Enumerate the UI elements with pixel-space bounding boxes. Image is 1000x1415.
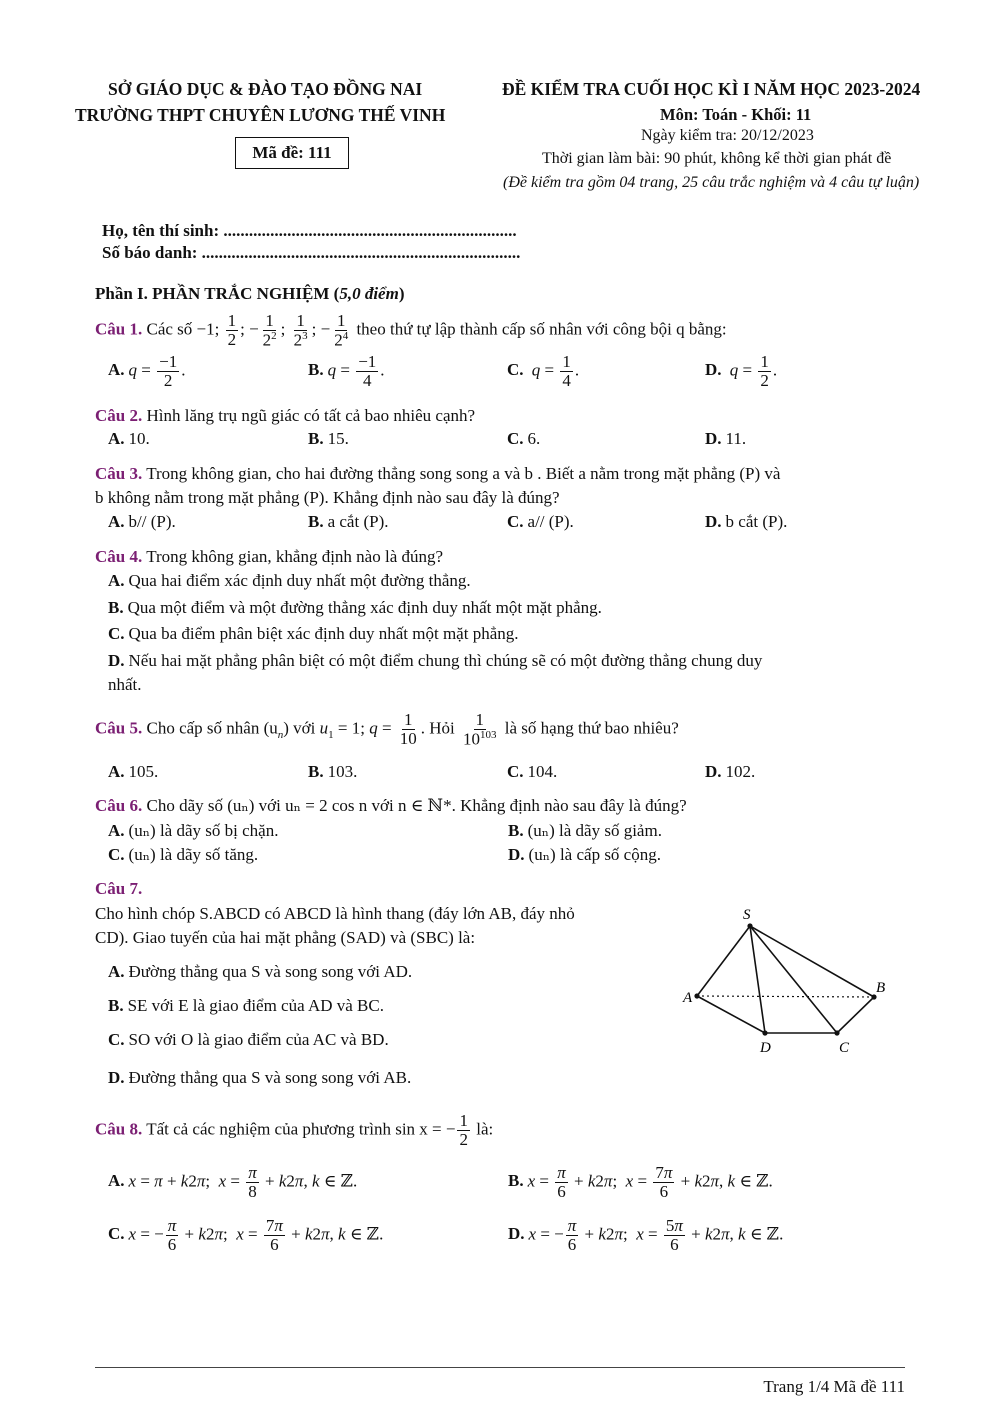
q3-option-b: B. a cắt (P). <box>308 512 389 531</box>
department-name: SỞ GIÁO DỤC & ĐÀO TẠO ĐỒNG NAI <box>108 79 423 99</box>
label-d: D <box>760 1040 771 1056</box>
q8-option-b: B. x = $\frac{\pi}{6}$ + k2π; x = $\frac{7\pi}{6}$ + k2π, k ∈ ℤ. <box>508 1163 773 1201</box>
edge-sb <box>750 926 874 997</box>
q1-option-d: D. q = $\frac{1}{2}$ . <box>705 352 778 390</box>
exam-duration: Thời gian làm bài: 90 phút, không kể thời gian phát đề <box>542 150 892 167</box>
q8-option-d: D. x = − $\frac{\pi}{6}$ + k2π; x = $\frac{5\pi}{6}$ + k2π, k ∈ ℤ. <box>508 1216 784 1254</box>
question-3: Câu 3. Trong không gian, cho hai đường thẳng song song a và b . Biết a nằm trong mặt phẳng (P) và <box>95 464 781 483</box>
exam-title: ĐỀ KIỂM TRA CUỐI HỌC KÌ I NĂM HỌC 2023-2024 <box>502 79 921 99</box>
q7-option-c: C. SO với O là giao điểm của AC và BD. <box>108 1030 389 1049</box>
q5-option-a: A. 105. <box>108 762 159 781</box>
exam-note: (Đề kiểm tra gồm 04 trang, 25 câu trắc nghiệm và 4 câu tự luận) <box>503 174 920 191</box>
q4-option-d: D. Nếu hai mặt phẳng phân biệt có một điểm chung thì chúng sẽ có một đường thẳng chung duy <box>108 651 763 670</box>
student-name-line: Họ, tên thí sinh: ..................................................................... <box>102 221 517 240</box>
student-id-line: Số báo danh: ........................................................................... <box>102 243 521 262</box>
label-a: A <box>683 990 693 1006</box>
question-2: Câu 2. Hình lăng trụ ngũ giác có tất cả bao nhiêu cạnh? <box>95 406 476 425</box>
question-7-line1: Cho hình chóp S.ABCD có ABCD là hình thang (đáy lớn AB, đáy nhỏ <box>95 904 575 923</box>
q7-option-a: A. Đường thẳng qua S và song song với AD. <box>108 962 413 981</box>
question-5: Câu 5. Cho cấp số nhân $(u_n)$ với $u_1 = 1$; q = $\frac{1}{10}$ . Hỏi $\frac{1}{10^{103}}$ là số hạng thứ bao nhiêu? <box>95 710 679 749</box>
q3-option-d: D. b cắt (P). <box>705 512 788 531</box>
part1-title: Phần I. PHẦN TRẮC NGHIỆM (5,0 điểm) <box>95 284 405 303</box>
q1-option-c: C. q = $\frac{1}{4}$ . <box>507 352 580 390</box>
edge-ad <box>697 996 765 1033</box>
edge-sa <box>697 926 750 996</box>
question-4: Câu 4. Trong không gian, khẳng định nào là đúng? <box>95 547 444 566</box>
edge-ab-hidden <box>697 996 874 997</box>
q6-option-c: C. (uₙ) là dãy số tăng. <box>108 845 259 864</box>
subject-line: Môn: Toán - Khối: 11 <box>660 105 812 124</box>
q2-option-c: C. 6. <box>507 429 541 448</box>
q5-option-c: C. 104. <box>507 762 558 781</box>
exam-code-box <box>235 137 349 169</box>
q7-option-d: D. Đường thẳng qua S và song song với AB. <box>108 1068 412 1087</box>
pyramid-figure <box>670 900 910 1060</box>
q1-option-b: B. q = $\frac{-1}{4}$ . <box>308 352 385 390</box>
q2-option-d: D. 11. <box>705 429 747 448</box>
q4-option-a: A. Qua hai điểm xác định duy nhất một đường thẳng. <box>108 571 471 590</box>
q6-option-d: D. (uₙ) là cấp số cộng. <box>508 845 661 864</box>
q6-option-b: B. (uₙ) là dãy số giảm. <box>508 821 662 840</box>
q4-option-c: C. Qua ba điểm phân biệt xác định duy nhất một mặt phẳng. <box>108 624 519 643</box>
q8-option-c: C. x = − $\frac{\pi}{6}$ + k2π; x = $\frac{7\pi}{6}$ + k2π, k ∈ ℤ. <box>108 1216 384 1254</box>
question-7-line2: CD). Giao tuyến của hai mặt phẳng (SAD) và (SBC) là: <box>95 928 476 947</box>
point-s <box>747 923 752 928</box>
question-8: Câu 8. Tất cả các nghiệm của phương trình sin x = − $\frac{1}{2}$ là: <box>95 1111 494 1149</box>
footer-divider <box>95 1367 905 1368</box>
edge-cb <box>837 997 874 1033</box>
question-3-line2: b không nằm trong mặt phẳng (P). Khẳng định nào sau đây là đúng? <box>95 488 560 507</box>
point-d <box>762 1030 767 1035</box>
point-c <box>834 1030 839 1035</box>
q3-option-c: C. a// (P). <box>507 512 574 531</box>
q4-option-b: B. Qua một điểm và một đường thẳng xác định duy nhất một mặt phẳng. <box>108 598 602 617</box>
q5-option-b: B. 103. <box>308 762 358 781</box>
q2-option-a: A. 10. <box>108 429 150 448</box>
question-1: Câu 1. Các số −1; $\frac{1}{2}$ ; − $\frac{1}{2^2}$ ; $\frac{1}{2^3}$ ; − $\frac{1}{2^4}$ theo thứ tự lập thành cấp số nhân với công bội q bằng: <box>95 311 727 350</box>
point-a <box>694 993 699 998</box>
q4-option-d-cont: nhất. <box>108 675 142 694</box>
q6-option-a: A. (uₙ) là dãy số bị chặn. <box>108 821 279 840</box>
q7-option-b: B. SE với E là giao điểm của AD và BC. <box>108 996 384 1015</box>
q3-option-a: A. b// (P). <box>108 512 176 531</box>
question-7: Câu 7. <box>95 879 143 898</box>
question-6: Câu 6. Cho dãy số (uₙ) với uₙ = 2 cos n với n ∈ ℕ*. Khẳng định nào sau đây là đúng? <box>95 796 687 815</box>
label-b: B <box>876 980 886 996</box>
page-footer: Trang 1/4 Mã đề 111 <box>763 1377 905 1396</box>
label-c: C <box>839 1040 850 1056</box>
question-label: Câu 1. <box>95 319 143 339</box>
school-name: TRƯỜNG THPT CHUYÊN LƯƠNG THẾ VINH <box>75 105 446 125</box>
exam-date: Ngày kiểm tra: 20/12/2023 <box>641 127 814 144</box>
q2-option-b: B. 15. <box>308 429 349 448</box>
label-s: S <box>743 907 751 923</box>
q5-option-d: D. 102. <box>705 762 756 781</box>
q8-option-a: A. x = π + k2π; x = $\frac{\pi}{8}$ + k2π, k ∈ ℤ. <box>108 1163 358 1201</box>
exam-code: Mã đề: 111 <box>252 143 332 162</box>
q1-option-a: A. q = $\frac{-1}{2}$ . <box>108 352 186 390</box>
